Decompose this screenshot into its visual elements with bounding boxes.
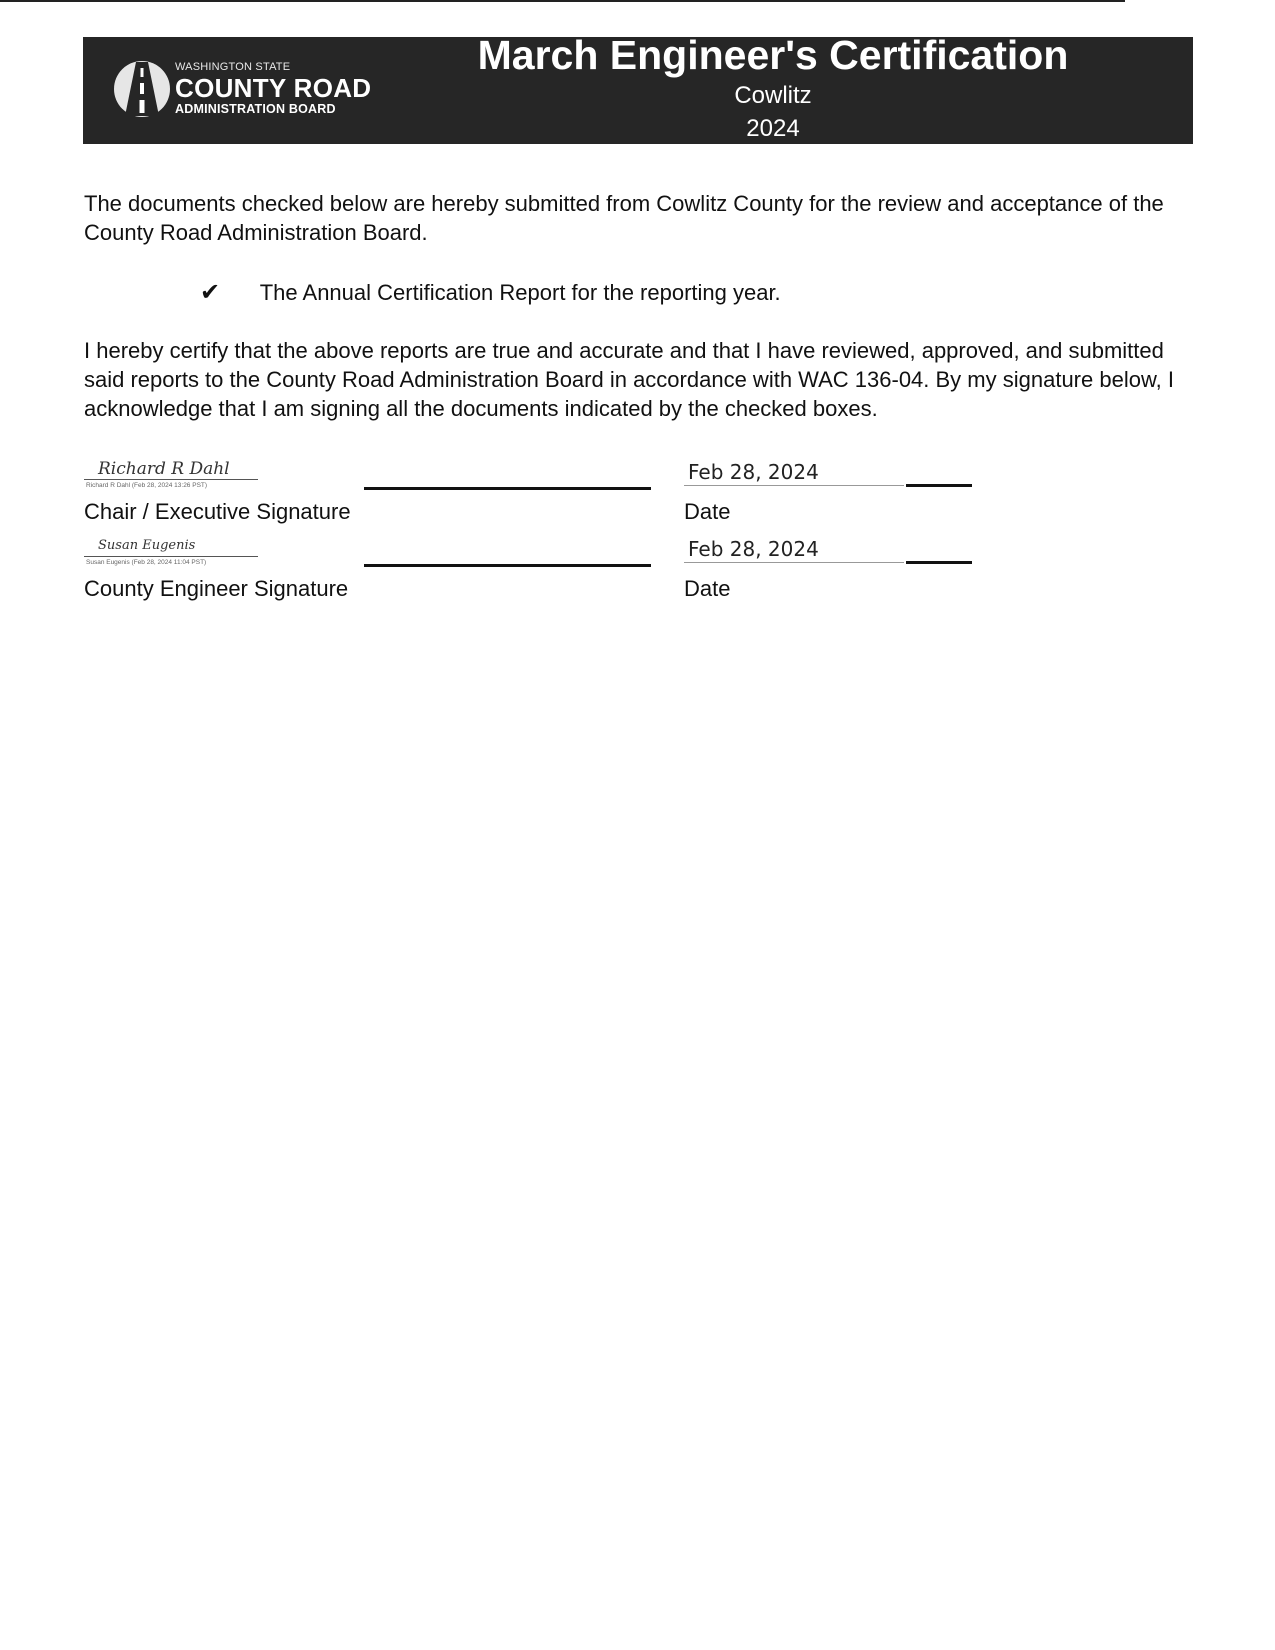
date-label-chair: Date bbox=[684, 499, 731, 524]
signature-audit-chair: Richard R Dahl (Feb 28, 2024 13:26 PST) bbox=[86, 482, 208, 489]
date-label-engineer: Date bbox=[684, 576, 731, 601]
date-underline bbox=[684, 562, 904, 563]
date-value-chair: Feb 28, 2024 bbox=[688, 460, 819, 484]
county-name: Cowlitz bbox=[734, 82, 812, 109]
signature-line bbox=[364, 487, 651, 490]
date-line bbox=[906, 561, 972, 564]
signature-audit-engineer: Susan Eugenis (Feb 28, 2024 11:04 PST) bbox=[86, 559, 207, 566]
certification-paragraph: I hereby certify that the above reports are true and accurate and that I have reviewed, approved, and submitted said reports to the County Road Administration Board in accordance with WAC 136-04. By my signature below, I acknowledge that I am signing all the documents indicated by the checked boxes. bbox=[84, 338, 1174, 421]
signature-chair: Richard R Dahl bbox=[84, 459, 258, 480]
report-year: 2024 bbox=[746, 115, 800, 142]
checked-item bbox=[200, 279, 781, 307]
page-top-edge bbox=[0, 0, 1125, 2]
signature-row-engineer bbox=[84, 532, 984, 602]
logo-board: ADMINISTRATION BOARD bbox=[175, 102, 336, 116]
header-banner bbox=[83, 37, 1193, 144]
signature-line bbox=[364, 564, 651, 567]
date-line bbox=[906, 484, 972, 487]
crab-logo bbox=[113, 56, 383, 126]
logo-text bbox=[175, 60, 371, 117]
signature-label-engineer: County Engineer Signature bbox=[84, 576, 349, 601]
road-logo-icon bbox=[113, 60, 171, 118]
logo-name: COUNTY ROAD bbox=[175, 73, 372, 103]
date-value-engineer: Feb 28, 2024 bbox=[688, 537, 819, 561]
checked-item-label: The Annual Certification Report for the reporting year. bbox=[259, 280, 781, 305]
signature-row-chair bbox=[84, 455, 984, 525]
signature-label-chair: Chair / Executive Signature bbox=[84, 499, 351, 524]
date-underline bbox=[684, 485, 904, 486]
intro-paragraph: The documents checked below are hereby submitted from Cowlitz County for the review and acceptance of the County Road Administration Board. bbox=[84, 191, 1164, 245]
logo-state: WASHINGTON STATE bbox=[175, 61, 291, 73]
signature-engineer: Susan Eugenis bbox=[84, 536, 258, 557]
page-title: March Engineer's Certification bbox=[477, 37, 1069, 78]
checkmark-icon: ✔ bbox=[200, 279, 221, 306]
